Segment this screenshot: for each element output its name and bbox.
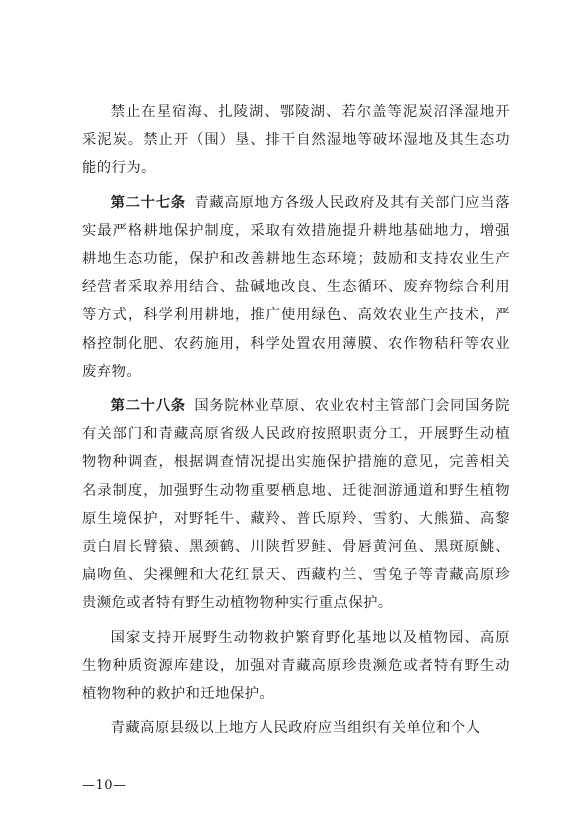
paragraph-article-27 [82,189,510,386]
page-number: —10— [82,778,127,793]
paragraph-text: 国务院林业草原、农业农村主管部门会同国务院有关部门和青藏高原省级人民政府按照职责分工，开展野生动植物物种调查，根据调查情况提出实施保护措施的意见，完善相关名录制度，加强野生动物重要栖息地、迁徙洄游通道和野生植物原生境保护，对野牦牛、藏羚、普氏原羚、雪豹、大熊猫、高黎贡白眉长臂猿、黑颈鹤、川陕哲罗鲑、骨唇黄河鱼、黑斑原鮡、扁吻鱼、尖裸鲤和大花红景天、西藏杓兰、雪兔子等青藏高原珍贵濒危或者特有野生动植物物种实行重点保护。 [82,398,511,612]
paragraph-rescue-support [82,624,510,709]
paragraph-article-28 [82,392,510,618]
paragraph-text: 青藏高原地方各级人民政府及其有关部门应当落实最严格耕地保护制度，采取有效措施提升耕地基础地力，增强耕地生态功能，保护和改善耕地生态环境；鼓励和支持农业生产经营者采取养用结合、盐碱地改良、生态循环、废弃物综合利用等方式，科学利用耕地，推广使用绿色、高效农业生产技术，严格控制化肥、农药施用，科学处置农用薄膜、农作物秸秆等农业废弃物。 [82,194,511,380]
paragraph-text: 禁止在星宿海、扎陵湖、鄂陵湖、若尔盖等泥炭沼泽湿地开采泥炭。禁止开（围）垦、排干自然湿地等破坏湿地及其生态功能的行为。 [82,104,510,177]
article-heading: 第二十七条 [110,194,186,211]
article-heading: 第二十八条 [110,398,186,415]
paragraph-text: 青藏高原县级以上地方人民政府应当组织有关单位和个人 [110,720,481,737]
paragraph-county-government [82,714,510,742]
document-body [82,98,510,748]
paragraph-wetland-ban [82,98,510,183]
paragraph-text: 国家支持开展野生动物救护繁育野化基地以及植物园、高原生物种质资源库建设，加强对青藏高原珍贵濒危或者特有野生动植物物种的救护和迁地保护。 [82,629,510,703]
